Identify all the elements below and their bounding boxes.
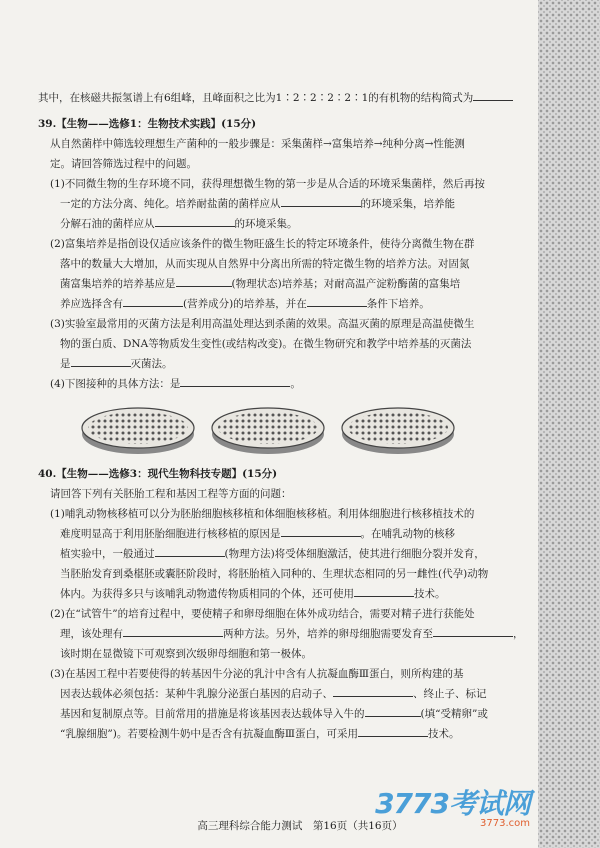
answer-blank[interactable] <box>365 704 421 717</box>
text-line: 养应选择含有 (营养成分)的培养基，并在 条件下培养。 <box>38 294 528 314</box>
petri-dish-3 <box>342 408 454 454</box>
logo-url: 3773.com <box>480 818 530 829</box>
answer-blank[interactable] <box>354 584 414 597</box>
text-line: 请回答下列有关胚胎工程和基因工程等方面的问题： <box>50 488 292 500</box>
answer-blank[interactable] <box>123 624 223 637</box>
text-line: (3)在基因工程中若要使得的转基因牛分泌的乳汁中含有人抗凝血酶Ⅲ蛋白，则所构建的基 <box>50 668 464 680</box>
answer-blank[interactable] <box>307 294 367 307</box>
text-line: 从自然菌样中筛选较理想生产菌种的一般步骤是：采集菌样→富集培养→纯种分离→性能测 <box>50 138 465 150</box>
text-line: (2)富集培养是指创设仅适应该条件的微生物旺盛生长的特定环境条件，使待分离微生物在群 <box>50 238 475 250</box>
text-line: (3)实验室最常用的灭菌方法是利用高温处理达到杀菌的效果。高温灭菌的原理是高温使微生 <box>50 318 475 330</box>
text-line: 基因和复制原点等。目前常用的措施是将该基因表达载体导入牛的 (填“受精卵”或 <box>38 704 528 724</box>
petri-dish-1 <box>82 408 194 454</box>
petri-dishes-svg <box>78 394 458 460</box>
answer-blank[interactable] <box>433 624 513 637</box>
text-line: 理，该处理有 两种方法。另外，培养的卵母细胞需要发育至 ， <box>38 624 528 644</box>
text-line: (2)在“试管牛”的培育过程中，要使精子和卵母细胞在体外成功结合，需要对精子进行获能处 <box>50 608 475 620</box>
answer-blank[interactable] <box>155 544 225 557</box>
text-line: 物的蛋白质、DNA等物质发生变性(或结构改变)。在微生物研究和教学中培养基的灭菌法 <box>60 338 472 350</box>
answer-blank[interactable] <box>123 294 183 307</box>
answer-blank[interactable] <box>176 274 232 287</box>
question-39-title: 39.【生物——选修1：生物技术实践】(15分) <box>38 118 257 130</box>
answer-blank[interactable] <box>155 214 235 227</box>
answer-blank[interactable] <box>281 194 361 207</box>
answer-blank[interactable] <box>473 88 513 101</box>
text-line: 体内。为获得多只与该哺乳动物遗传物质相同的个体，还可使用 技术。 <box>38 584 528 604</box>
text-line: 是 灭菌法。 <box>38 354 528 374</box>
page-content <box>38 88 528 744</box>
text-line: 植实验中，一般通过 (物理方法)将受体细胞激活，使其进行细胞分裂并发育， <box>38 544 528 564</box>
answer-blank[interactable] <box>180 374 290 387</box>
text-line: 其中，在核磁共振氢谱上有6组峰，且峰面积之比为1∶2∶2∶2∶2∶1的有机物的结构简式为 <box>38 88 528 108</box>
answer-blank[interactable] <box>281 524 361 537</box>
page-footer: 高三理科综合能力测试 第16页（共16页） <box>197 820 403 832</box>
text-line: “乳腺细胞”)。若要检测牛奶中是否含有抗凝血酶Ⅲ蛋白，可采用 技术。 <box>38 724 528 744</box>
text-line: 一定的方法分离、纯化。培养耐盐菌的菌样应从 的环境采集，培养能 <box>38 194 528 214</box>
text-line: (1)哺乳动物核移植可以分为胚胎细胞核移植和体细胞核移植。利用体细胞进行核移植技术的 <box>50 508 475 520</box>
answer-blank[interactable] <box>358 724 428 737</box>
scan-edge-pattern <box>538 0 600 848</box>
text-line: 分解石油的菌样应从 的环境采集。 <box>38 214 528 234</box>
text-line: (4)下图接种的具体方法：是 。 <box>38 374 528 394</box>
text-line: 当胚胎发育到桑椹胚或囊胚阶段时，将胚胎植入同种的、生理状态相同的另一雌性(代孕)动物 <box>60 568 489 580</box>
petri-dish-figure <box>38 394 528 464</box>
text-line: 因表达载体必须包括：某种牛乳腺分泌蛋白基因的启动子、 、终止子、标记 <box>38 684 528 704</box>
text-line: 该时期在显微镜下可观察到次级卵母细胞和第一极体。 <box>60 648 312 660</box>
answer-blank[interactable] <box>71 354 131 367</box>
petri-dish-2 <box>212 408 324 454</box>
question-40-title: 40.【生物——选修3：现代生物科技专题】(15分) <box>38 468 278 480</box>
text-line: 定。请回答筛选过程中的问题。 <box>50 158 197 170</box>
text-line: 难度明显高于利用胚胎细胞进行核移植的原因是 。在哺乳动物的核移 <box>38 524 528 544</box>
text-line: 菌富集培养的培养基应是 (物理状态)培养基；对耐高温产淀粉酶菌的富集培 <box>38 274 528 294</box>
answer-blank[interactable] <box>333 684 413 697</box>
text-line: (1)不同微生物的生存环境不同，获得理想微生物的第一步是从合适的环境采集菌样，然后再按 <box>50 178 485 190</box>
logo-text: 3773考试网 <box>375 787 530 820</box>
text-line: 落中的数量大大增加，从而实现从自然界中分离出所需的特定微生物的培养方法。对固氮 <box>60 258 470 270</box>
